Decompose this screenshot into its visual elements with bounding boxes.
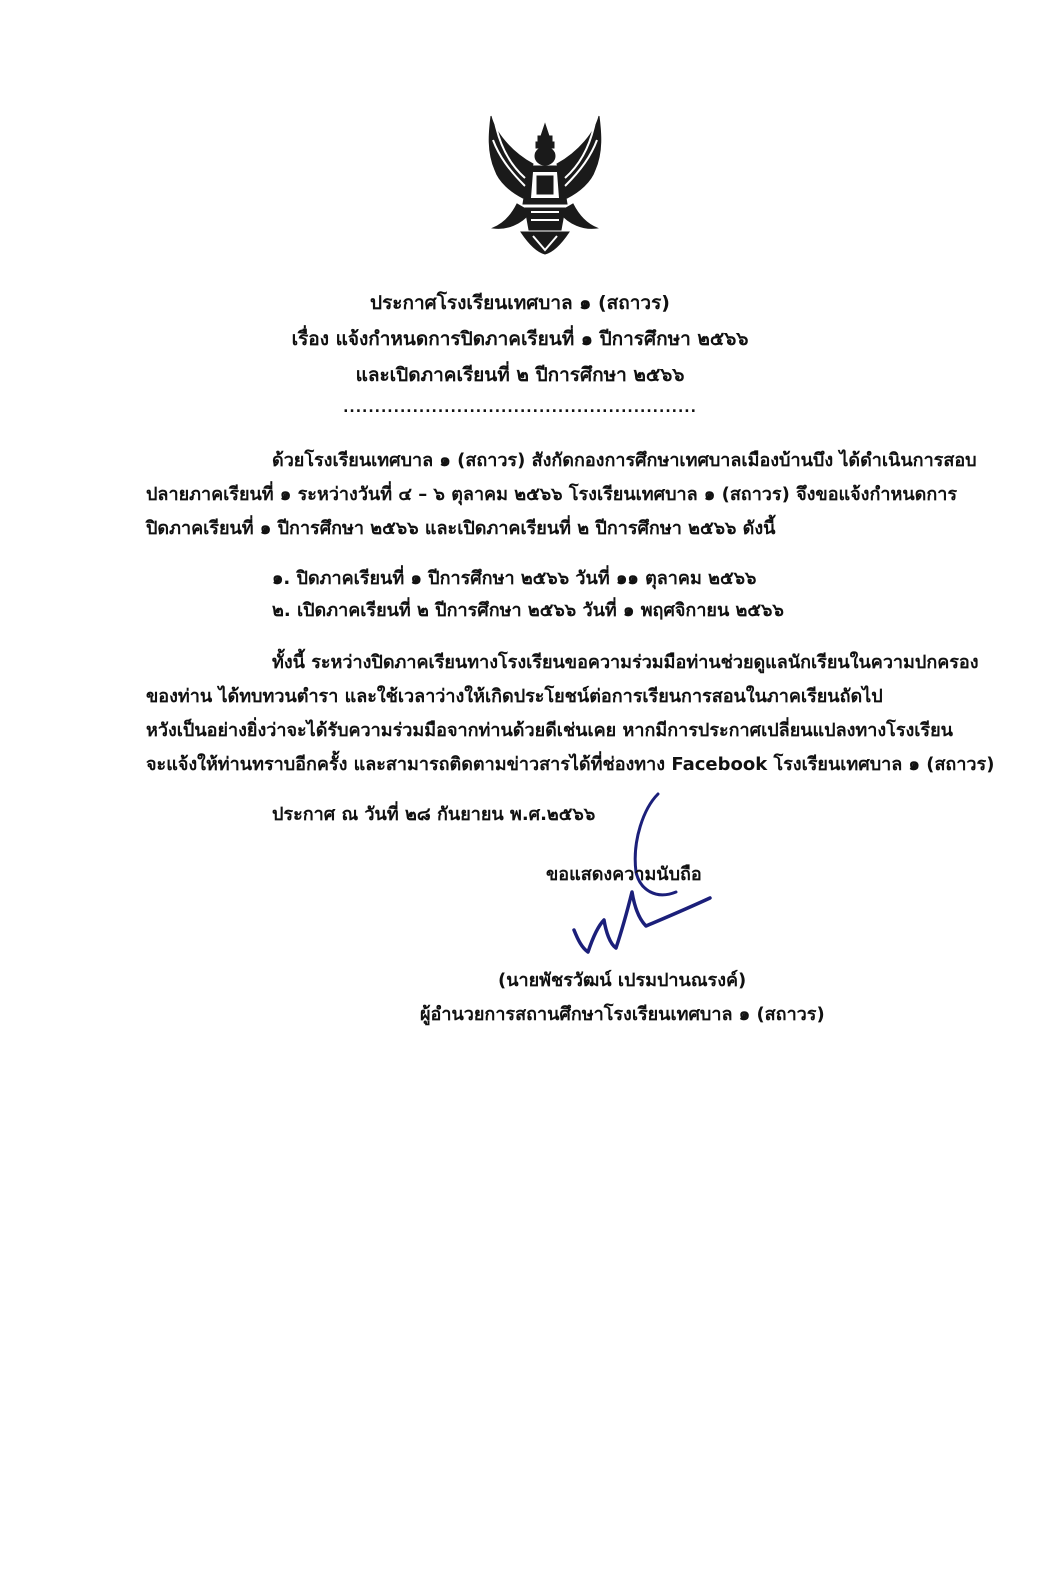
- closing-line-4: จะแจ้งให้ท่านทราบอีกครั้ง และสามารถติดตามข่าวสารได้ที่ช่องทาง Facebook โรงเรียนเทศบาล ๑ (สถาวร): [146, 754, 995, 775]
- announcement-subject-line2: และเปิดภาคเรียนที่ ๒ ปีการศึกษา ๒๕๖๖: [355, 364, 685, 386]
- announcement-title: ประกาศโรงเรียนเทศบาล ๑ (สถาวร): [370, 292, 670, 314]
- announce-date: ประกาศ ณ วันที่ ๒๘ กันยายน พ.ศ.๒๕๖๖: [272, 804, 596, 825]
- list-item: ๑. ปิดภาคเรียนที่ ๑ ปีการศึกษา ๒๕๖๖ วันที่ ๑๑ ตุลาคม ๒๕๖๖: [272, 568, 757, 589]
- intro-line-3: ปิดภาคเรียนที่ ๑ ปีการศึกษา ๒๕๖๖ และเปิดภาคเรียนที่ ๒ ปีการศึกษา ๒๕๖๖ ดังนี้: [146, 518, 776, 539]
- separator-dots: ........................................................: [343, 400, 697, 416]
- signer-position: ผู้อำนวยการสถานศึกษาโรงเรียนเทศบาล ๑ (สถาวร): [420, 1004, 825, 1025]
- signer-name: (นายพัชรวัฒน์ เปรมปานณรงค์): [498, 970, 747, 991]
- announcement-subject: เรื่อง แจ้งกำหนดการปิดภาคเรียนที่ ๑ ปีการศึกษา ๒๕๖๖: [291, 328, 749, 350]
- regards-text: ขอแสดงความนับถือ: [546, 864, 702, 885]
- garuda-emblem-icon: [481, 112, 609, 257]
- list-item: ๒. เปิดภาคเรียนที่ ๒ ปีการศึกษา ๒๕๖๖ วันที่ ๑ พฤศจิกายน ๒๕๖๖: [272, 600, 784, 621]
- intro-line-1: ด้วยโรงเรียนเทศบาล ๑ (สถาวร) สังกัดกองการศึกษาเทศบาลเมืองบ้านบึง ได้ดำเนินการสอบ: [272, 450, 977, 471]
- closing-line-1: ทั้งนี้ ระหว่างปิดภาคเรียนทางโรงเรียนขอความร่วมมือท่านช่วยดูแลนักเรียนในความปกครอง: [272, 652, 979, 673]
- closing-line-3: หวังเป็นอย่างยิ่งว่าจะได้รับความร่วมมือจากท่านด้วยดีเช่นเคย หากมีการประกาศเปลี่ยนแปลงทางโรงเรียน: [146, 720, 953, 741]
- intro-line-2: ปลายภาคเรียนที่ ๑ ระหว่างวันที่ ๔ – ๖ ตุลาคม ๒๕๖๖ โรงเรียนเทศบาล ๑ (สถาวร) จึงขอแจ้งกำหนดการ: [146, 484, 958, 505]
- closing-line-2: ของท่าน ได้ทบทวนตำรา และใช้เวลาว่างให้เกิดประโยชน์ต่อการเรียนการสอนในภาคเรียนถัดไป: [146, 686, 883, 707]
